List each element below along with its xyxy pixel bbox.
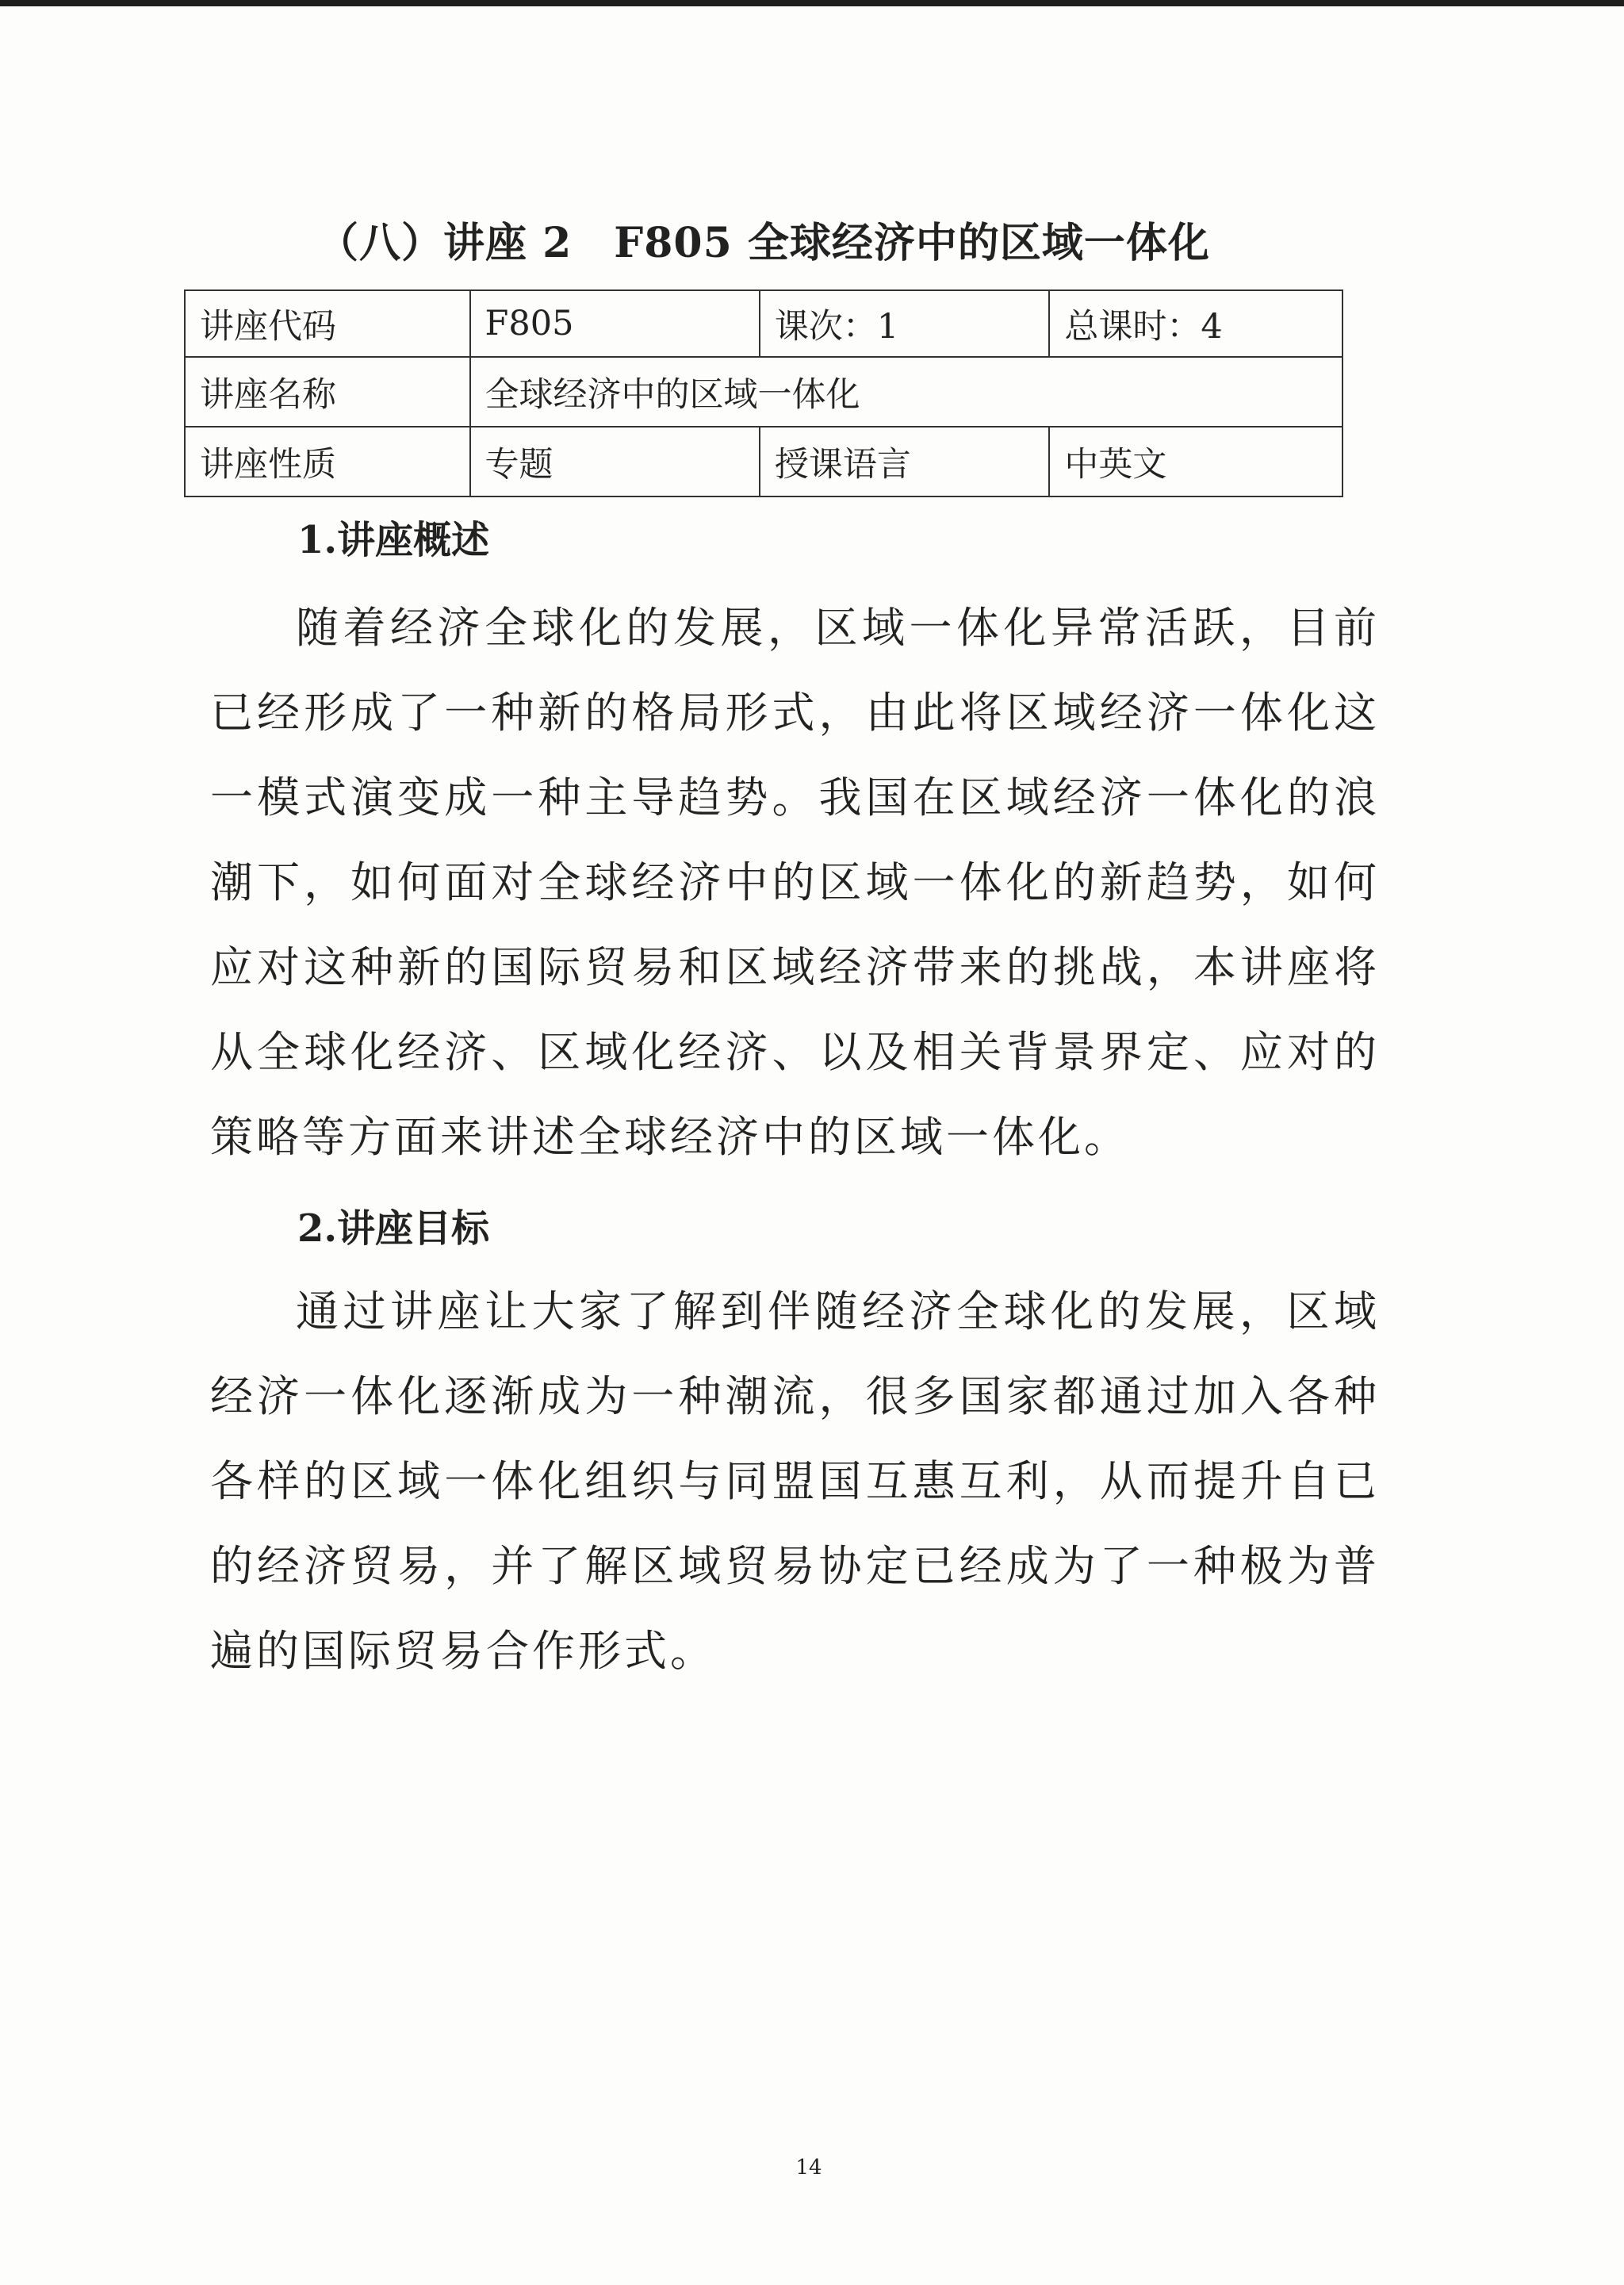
table-cell: 总课时：4 xyxy=(1049,290,1342,357)
table-cell: 全球经济中的区域一体化 xyxy=(470,357,1342,427)
table-cell: 专题 xyxy=(470,427,760,496)
table-cell: 讲座性质 xyxy=(185,427,470,496)
table-cell: 中英文 xyxy=(1049,427,1342,496)
table-cell: F805 xyxy=(470,290,760,357)
section-paragraph: 通过讲座让大家了解到伴随经济全球化的发展，区域经济一体化逐渐成为一种潮流，很多国家都通过加入各种各样的区域一体化组织与同盟国互惠互利，从而提升自已的经济贸易，并了解区域贸易协定已经成为了一种极为普遍的国际贸易合作形式。 xyxy=(210,1286,1380,1676)
table-cell: 讲座代码 xyxy=(185,290,470,357)
lecture-title: （八）讲座 2 F805 全球经济中的区域一体化 xyxy=(317,219,1210,267)
section-heading: 1.讲座概述 xyxy=(297,518,490,562)
table-cell: 讲座名称 xyxy=(185,357,470,427)
section-paragraph: 随着经济全球化的发展，区域一体化异常活跃，目前已经形成了一种新的格局形式，由此将区域经济一体化这一模式演变成一种主导趋势。我国在区域经济一体化的浪潮下，如何面对全球经济中的区域一体化的新趋势，如何应对这种新的国际贸易和区域经济带来的挑战，本讲座将从全球化经济、区域化经济、以及相关背景界定、应对的策略等方面来讲述全球经济中的区域一体化。 xyxy=(210,603,1380,1162)
lecture-info-table xyxy=(184,289,1343,497)
section-heading: 2.讲座目标 xyxy=(297,1206,490,1251)
table-row xyxy=(185,290,1342,357)
table-row xyxy=(185,427,1342,496)
table-cell: 课次：1 xyxy=(760,290,1050,357)
scan-top-edge xyxy=(0,0,1624,6)
table-row xyxy=(185,357,1342,427)
table-cell: 授课语言 xyxy=(760,427,1050,496)
page-number: 14 xyxy=(795,2156,822,2180)
